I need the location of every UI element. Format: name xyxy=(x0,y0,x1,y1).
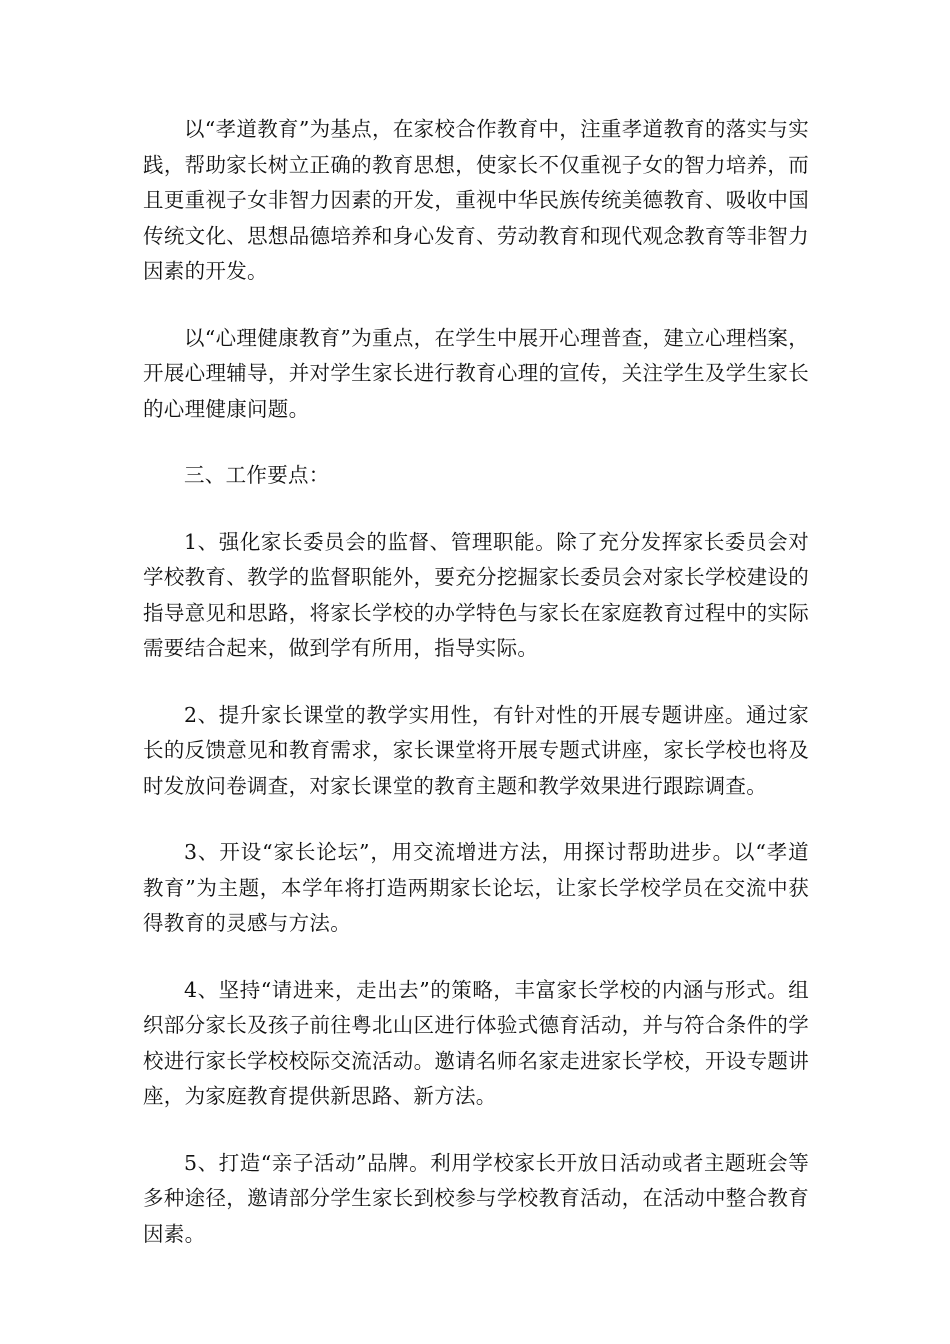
document-body xyxy=(143,112,809,1283)
paragraph-filial-piety: 以“孝道教育”为基点，在家校合作教育中，注重孝道教育的落实与实践，帮助家长树立正确的教育思想，使家长不仅重视子女的智力培养，而且更重视子女非智力因素的开发，重视中华民族传统美德教育、吸收中国传统文化、思想品德培养和身心发育、劳动教育和现代观念教育等非智力因素的开发。 xyxy=(143,117,809,283)
paragraph-mental-health: 以“心理健康教育”为重点，在学生中展开心理普查，建立心理档案，开展心理辅导，并对学生家长进行教育心理的宣传，关注学生及学生家长的心理健康问题。 xyxy=(143,325,809,421)
paragraph-point-2: 2、提升家长课堂的教学实用性，有针对性的开展专题讲座。通过家长的反馈意见和教育需求，家长课堂将开展专题式讲座，家长学校也将及时发放问卷调查，对家长课堂的教育主题和教学效果进行跟踪调查。 xyxy=(143,702,809,798)
paragraph-point-4: 4、坚持“请进来，走出去”的策略，丰富家长学校的内涵与形式。组织部分家长及孩子前往粤北山区进行体验式德育活动，并与符合条件的学校进行家长学校校际交流活动。邀请名师名家走进家长学校，开设专题讲座，为家庭教育提供新思路、新方法。 xyxy=(143,977,809,1108)
paragraph-point-1: 1、强化家长委员会的监督、管理职能。除了充分发挥家长委员会对学校教育、教学的监督职能外，要充分挖掘家长委员会对家长学校建设的指导意见和思路，将家长学校的办学特色与家长在家庭教育过程中的实际需要结合起来，做到学有所用，指导实际。 xyxy=(143,529,809,660)
paragraph-point-3: 3、开设“家长论坛”，用交流增进方法，用探讨帮助进步。以“孝道教育”为主题，本学年将打造两期家长论坛，让家长学校学员在交流中获得教育的灵感与方法。 xyxy=(143,840,809,935)
section-heading-work-points: 三、工作要点： xyxy=(184,463,330,487)
paragraph-point-5: 5、打造“亲子活动”品牌。利用学校家长开放日活动或者主题班会等多种途径，邀请部分学生家长到校参与学校教育活动，在活动中整合教育因素。 xyxy=(143,1150,809,1246)
